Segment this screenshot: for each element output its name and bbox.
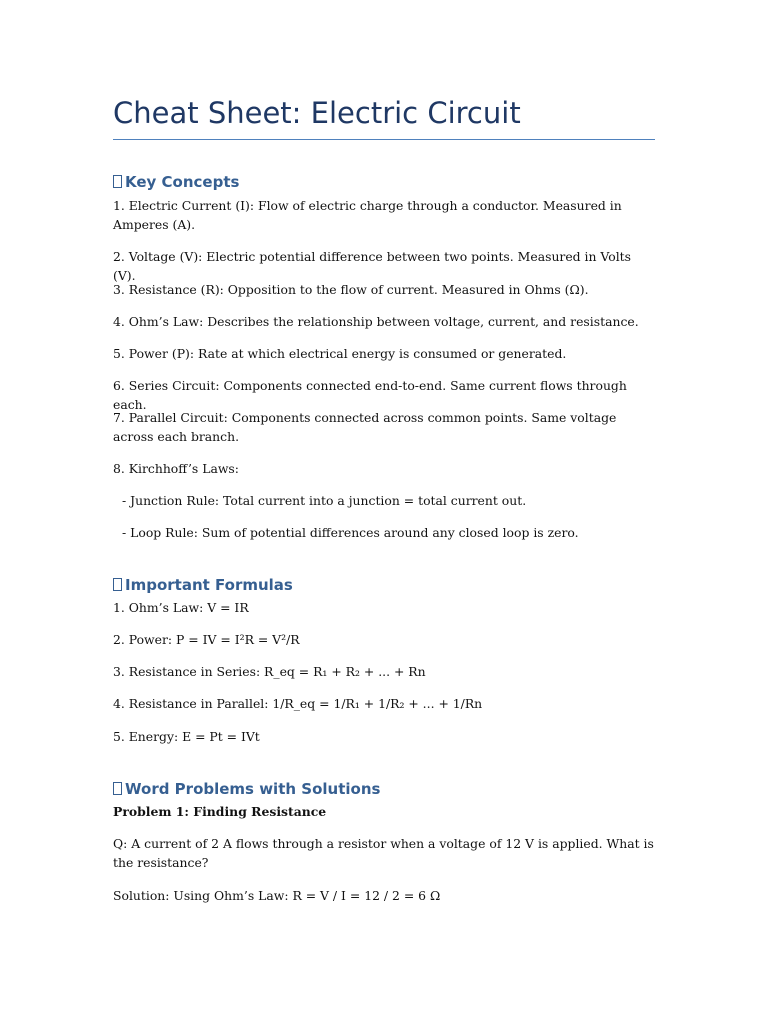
list-item: 1. Electric Current (I): Flow of electric charge through a conductor. Measured in Amperes (A).	[113, 198, 622, 232]
list-item: - Junction Rule: Total current into a junction = total current out.	[122, 493, 527, 508]
page-title: Cheat Sheet: Electric Circuit	[113, 96, 521, 130]
formula-item: 3. Resistance in Series: R_eq = R₁ + R₂ + ... + Rn	[113, 664, 426, 679]
section-heading-label: Important Formulas	[125, 576, 293, 594]
problem-title: Problem 1: Finding Resistance	[113, 804, 327, 819]
formula-item: 1. Ohm’s Law: V = IR	[113, 600, 249, 615]
section-heading-label: Key Concepts	[125, 173, 240, 191]
unsupported-glyph-icon	[113, 175, 122, 188]
formula-item: 2. Power: P = IV = I²R = V²/R	[113, 632, 300, 647]
list-item: 2. Voltage (V): Electric potential difference between two points. Measured in Volts (V).	[113, 249, 631, 283]
list-item: 8. Kirchhoff’s Laws:	[113, 461, 239, 476]
list-item: - Loop Rule: Sum of potential differences around any closed loop is zero.	[122, 525, 579, 540]
formula-item: 4. Resistance in Parallel: 1/R_eq = 1/R₁ + 1/R₂ + ... + 1/Rn	[113, 696, 483, 711]
title-divider	[113, 139, 655, 140]
list-item: 3. Resistance (R): Opposition to the flow of current. Measured in Ohms (Ω).	[113, 282, 589, 297]
unsupported-glyph-icon	[113, 782, 122, 795]
formula-item: 5. Energy: E = Pt = IVt	[113, 729, 260, 744]
problem-question: Q: A current of 2 A flows through a resistor when a voltage of 12 V is applied. What is the resistance?	[113, 836, 654, 870]
problem-solution: Solution: Using Ohm’s Law: R = V / I = 12 / 2 = 6 Ω	[113, 888, 441, 903]
section-heading-important-formulas	[113, 575, 293, 595]
section-heading-label: Word Problems with Solutions	[125, 780, 381, 798]
list-item: 7. Parallel Circuit: Components connected across common points. Same voltage across each branch.	[113, 410, 617, 444]
section-heading-key-concepts	[113, 172, 239, 192]
list-item: 6. Series Circuit: Components connected end-to-end. Same current flows through each.	[113, 378, 627, 412]
section-heading-word-problems	[113, 779, 380, 799]
list-item: 4. Ohm’s Law: Describes the relationship between voltage, current, and resistance.	[113, 314, 639, 329]
unsupported-glyph-icon	[113, 578, 122, 591]
list-item: 5. Power (P): Rate at which electrical energy is consumed or generated.	[113, 346, 567, 361]
